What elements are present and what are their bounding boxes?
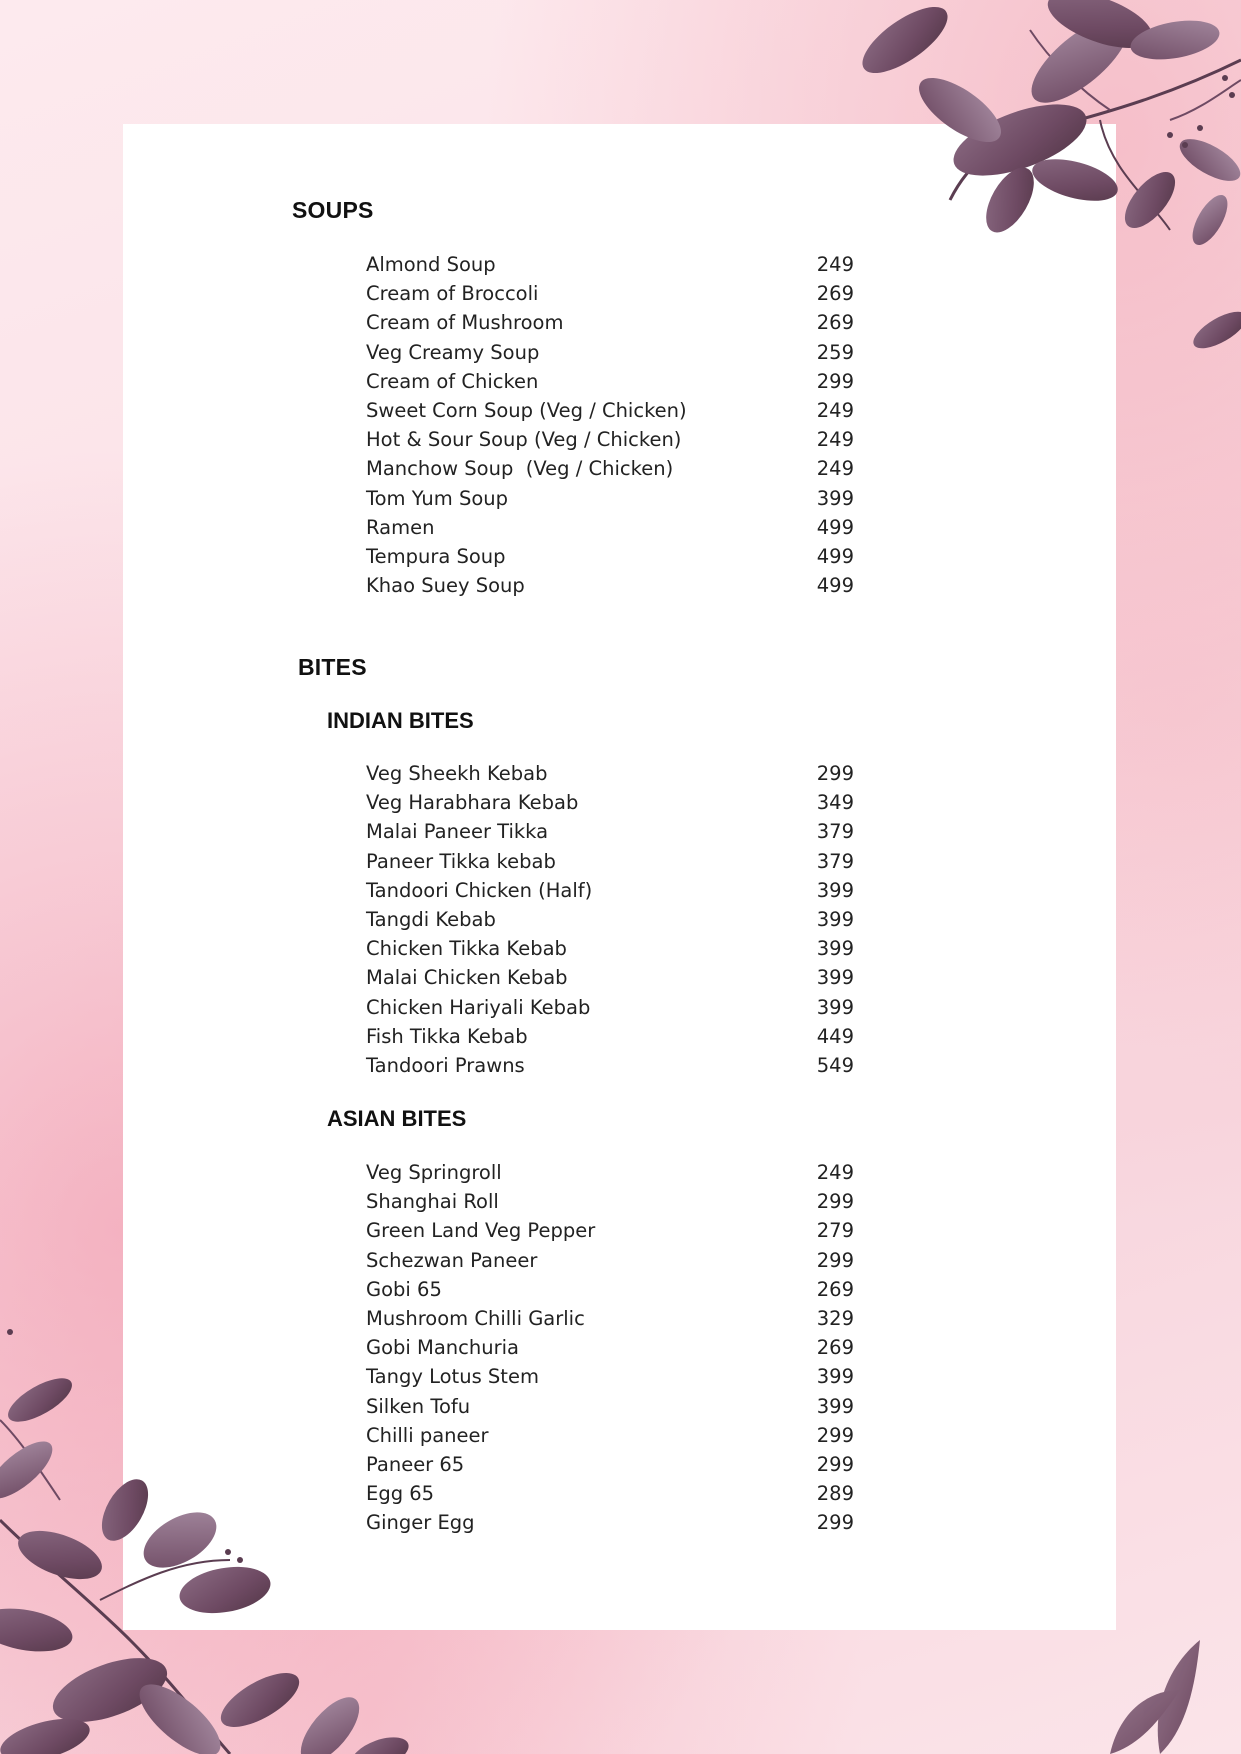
item-price: 399 (816, 907, 854, 931)
menu-item (366, 1392, 854, 1421)
item-name: Tangdi Kebab (366, 907, 496, 931)
item-name: Veg Harabhara Kebab (366, 791, 579, 815)
menu-item (366, 425, 854, 454)
item-price: 399 (816, 966, 854, 990)
item-name: Fish Tikka Kebab (366, 1024, 528, 1048)
menu-item (366, 1246, 854, 1275)
item-name: Sweet Corn Soup (Veg / Chicken) (366, 398, 687, 422)
item-name: Veg Springroll (366, 1161, 502, 1184)
item-price: 299 (816, 1452, 854, 1476)
item-price: 279 (816, 1219, 854, 1243)
menu-item (366, 1479, 854, 1508)
item-price: 259 (816, 340, 854, 364)
item-price: 269 (816, 1336, 854, 1360)
item-name: Veg Sheekh Kebab (366, 762, 548, 785)
item-name: Chicken Hariyali Kebab (366, 995, 591, 1019)
item-price: 249 (816, 457, 854, 481)
menu-item (366, 817, 854, 846)
menu-item (366, 905, 854, 934)
item-name: Malai Paneer Tikka (366, 820, 549, 844)
indian-bites-list (366, 759, 854, 1080)
menu-item (366, 934, 854, 963)
item-price: 449 (816, 1024, 854, 1048)
menu-item (366, 847, 854, 876)
menu-item (366, 1158, 854, 1187)
item-price: 499 (816, 574, 854, 598)
item-price: 299 (816, 1190, 854, 1214)
item-name: Cream of Broccoli (366, 282, 539, 306)
menu-item (366, 876, 854, 905)
menu-item (366, 1421, 854, 1450)
menu-item (366, 367, 854, 396)
item-name: Almond Soup (366, 253, 496, 276)
item-name: Manchow Soup (Veg / Chicken) (366, 457, 674, 481)
item-name: Cream of Mushroom (366, 311, 564, 335)
item-price: 269 (816, 282, 854, 306)
subsection-title-asian-bites: ASIAN BITES (327, 1106, 467, 1131)
menu-item (366, 454, 854, 483)
item-price: 399 (816, 1394, 854, 1418)
item-name: Egg 65 (366, 1482, 435, 1506)
item-name: Paneer Tikka kebab (366, 849, 556, 873)
section-title-soups: SOUPS (292, 197, 374, 223)
item-name: Gobi 65 (366, 1277, 442, 1301)
item-name: Malai Chicken Kebab (366, 966, 568, 990)
menu-item (366, 1022, 854, 1051)
menu-item (366, 250, 854, 279)
item-name: Mushroom Chilli Garlic (366, 1306, 585, 1330)
item-name: Silken Tofu (366, 1394, 471, 1418)
item-price: 249 (816, 398, 854, 422)
item-name: Schezwan Paneer (366, 1248, 538, 1272)
menu-item (366, 484, 854, 513)
menu-item (366, 1275, 854, 1304)
menu-item (366, 788, 854, 817)
item-price: 249 (816, 428, 854, 452)
menu-item (366, 1304, 854, 1333)
item-name: Tandoori Chicken (Half) (366, 878, 593, 902)
item-name: Tempura Soup (366, 544, 506, 568)
item-name: Veg Creamy Soup (366, 340, 540, 364)
menu-item (366, 542, 854, 571)
item-name: Ginger Egg (366, 1511, 475, 1535)
item-name: Hot & Sour Soup (Veg / Chicken) (366, 428, 682, 452)
menu-item (366, 1216, 854, 1245)
item-price: 399 (816, 878, 854, 902)
item-price: 399 (816, 995, 854, 1019)
subsection-title-indian-bites: INDIAN BITES (327, 708, 474, 733)
item-price: 349 (816, 791, 854, 815)
item-price: 299 (816, 369, 854, 393)
item-price: 299 (816, 1511, 854, 1535)
item-name: Ramen (366, 515, 435, 539)
item-price: 299 (816, 762, 854, 785)
item-price: 299 (816, 1248, 854, 1272)
item-name: Khao Suey Soup (366, 574, 525, 598)
item-price: 249 (816, 253, 854, 276)
item-name: Paneer 65 (366, 1452, 465, 1476)
section-title-bites: BITES (298, 654, 367, 680)
item-name: Chicken Tikka Kebab (366, 937, 567, 961)
item-name: Cream of Chicken (366, 369, 539, 393)
item-price: 499 (816, 515, 854, 539)
menu-item (366, 513, 854, 542)
menu-item (366, 963, 854, 992)
item-name: Chilli paneer (366, 1423, 489, 1447)
item-price: 399 (816, 937, 854, 961)
item-name: Tangy Lotus Stem (366, 1365, 539, 1389)
item-price: 329 (816, 1306, 854, 1330)
asian-bites-list (366, 1158, 854, 1537)
item-price: 549 (816, 1053, 854, 1077)
item-name: Tom Yum Soup (366, 486, 508, 510)
menu-item (366, 279, 854, 308)
menu-item (366, 571, 854, 600)
menu-item (366, 1508, 854, 1537)
item-price: 289 (816, 1482, 854, 1506)
item-price: 399 (816, 486, 854, 510)
item-price: 249 (816, 1161, 854, 1184)
item-price: 399 (816, 1365, 854, 1389)
menu-item (366, 1187, 854, 1216)
menu-item (366, 1333, 854, 1362)
item-name: Tandoori Prawns (366, 1053, 525, 1077)
menu-item (366, 759, 854, 788)
item-price: 269 (816, 311, 854, 335)
item-name: Green Land Veg Pepper (366, 1219, 596, 1243)
menu-item (366, 338, 854, 367)
item-name: Gobi Manchuria (366, 1336, 519, 1360)
menu-item (366, 993, 854, 1022)
menu-item (366, 1051, 854, 1080)
item-name: Shanghai Roll (366, 1190, 499, 1214)
menu-item (366, 1362, 854, 1391)
item-price: 379 (816, 849, 854, 873)
menu-item (366, 396, 854, 425)
item-price: 379 (816, 820, 854, 844)
menu-item (366, 308, 854, 337)
item-price: 269 (816, 1277, 854, 1301)
item-price: 499 (816, 544, 854, 568)
item-price: 299 (816, 1423, 854, 1447)
soups-list (366, 250, 854, 600)
menu-item (366, 1450, 854, 1479)
